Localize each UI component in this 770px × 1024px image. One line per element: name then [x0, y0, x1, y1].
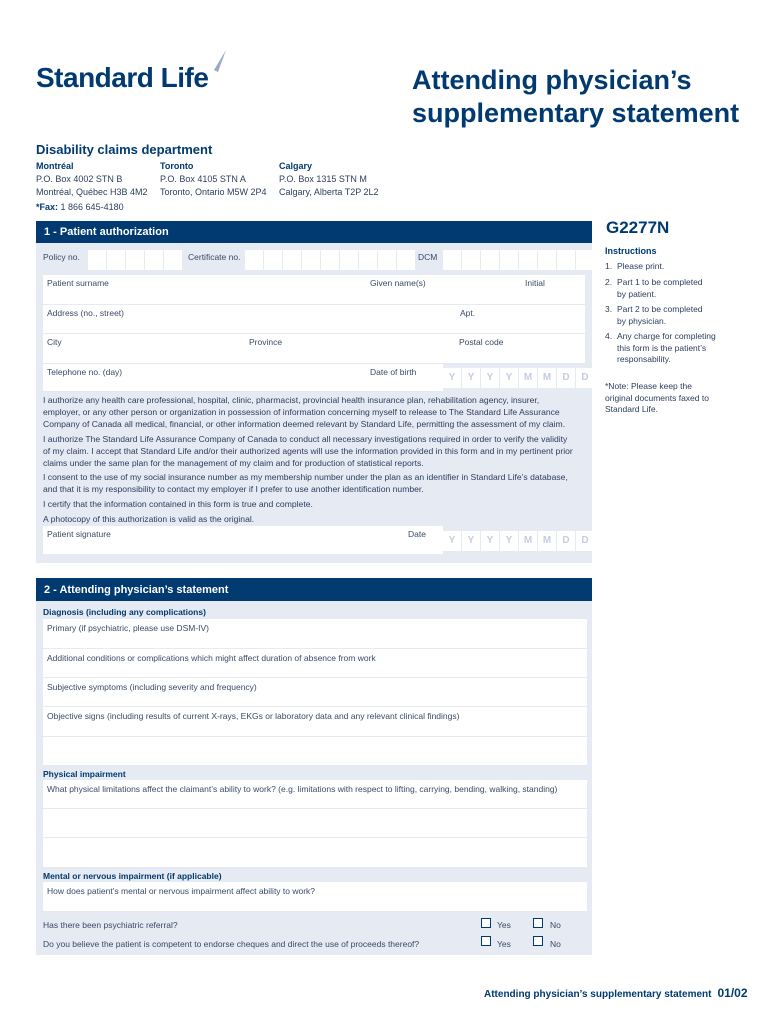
fax-number: 1 866 645-4180 — [60, 202, 124, 212]
office-montreal — [36, 160, 148, 199]
diagnosis-heading: Diagnosis (including any complications) — [43, 607, 206, 617]
competency-question: Do you believe the patient is competent to endorse cheques and direct the use of proceeds thereof? — [43, 939, 420, 949]
subjective-symptoms-label: Subjective symptoms (including severity and frequency) — [47, 682, 257, 692]
signature-date-label: Date — [408, 529, 426, 539]
city-field[interactable] — [43, 334, 585, 363]
address-label: Address (no., street) — [47, 308, 125, 318]
dcm-label: DCM — [418, 252, 438, 262]
authorization-paragraph-4: I certify that the information contained in this form is true and complete. — [43, 499, 313, 509]
date-digit: M — [519, 531, 537, 551]
physical-limitations-field[interactable] — [43, 780, 587, 808]
authorization-paragraph-3: I consent to the use of my social insurance number as my membership number under the plan as an identifier in Standard Life’s database, and that it is my responsibility to contact my employer if I prefer to use another identification number. — [43, 472, 568, 494]
office-city: Calgary — [279, 161, 313, 171]
primary-diagnosis-label: Primary (if psychiatric, please use DSM-IV) — [47, 623, 210, 633]
instruction-text: Any charge for completing this form is the patient’s responsability. — [617, 331, 716, 364]
policy-no-input[interactable] — [88, 250, 183, 270]
date-of-birth-input[interactable] — [443, 368, 595, 388]
certificate-no-label: Certificate no. — [188, 252, 241, 262]
office-address-line2: Calgary, Alberta T2P 2L2 — [279, 187, 379, 197]
fax-line — [36, 202, 124, 212]
date-digit: Y — [462, 531, 480, 551]
instruction-item — [605, 261, 735, 273]
title-line-2: supplementary statement — [412, 98, 740, 128]
authorization-paragraph-5: A photocopy of this authorization is valid as the original. — [43, 514, 255, 524]
competent-yes-label: Yes — [497, 939, 511, 949]
certificate-no-input[interactable] — [245, 250, 416, 270]
mental-impairment-heading: Mental or nervous impairment (if applicable) — [43, 871, 222, 881]
referral-yes-checkbox[interactable] — [481, 918, 491, 928]
physical-limitations-label: What physical limitations affect the claimant’s ability to work? (e.g. limitations with respect to lifting, carrying, bending, walking, standing) — [47, 784, 558, 794]
signature-date-input[interactable] — [443, 531, 595, 551]
competent-no-checkbox[interactable] — [533, 936, 543, 946]
office-calgary — [279, 160, 379, 199]
instruction-item — [605, 304, 735, 327]
patient-signature-field[interactable] — [43, 526, 443, 554]
date-digit: Y — [443, 531, 461, 551]
authorization-paragraph-2: I authorize The Standard Life Assurance Company of Canada to conduct all necessary investigations required in order to verify the validity of my claim. I accept that Standard Life and/or their authorized agents will use the information provided in this form and in my pertinent prior claims under the same plan for the management of my claim and for production of statistical reports. — [43, 434, 573, 468]
instruction-number: 2. — [605, 277, 613, 287]
date-digit: M — [519, 368, 537, 388]
date-of-birth-label: Date of birth — [370, 367, 417, 377]
office-address-line1: P.O. Box 4002 STN B — [36, 174, 123, 184]
psychiatric-referral-question: Has there been psychiatric referral? — [43, 920, 178, 930]
office-address-line2: Toronto, Ontario M5W 2P4 — [160, 187, 267, 197]
page-number: 01/02 — [717, 986, 748, 1000]
office-address-line2: Montréal, Québec H3B 4M2 — [36, 187, 148, 197]
telephone-label: Telephone no. (day) — [47, 367, 123, 377]
department-heading: Disability claims department — [36, 142, 213, 157]
logo-swoosh-icon — [200, 48, 230, 88]
date-digit: Y — [443, 368, 461, 388]
office-city: Montréal — [36, 161, 74, 171]
date-digit: D — [576, 368, 594, 388]
date-digit: M — [538, 368, 556, 388]
page-footer — [484, 986, 748, 1000]
footer-title: Attending physician’s supplementary statement — [484, 989, 712, 1000]
policy-no-label: Policy no. — [43, 252, 80, 262]
date-digit: D — [576, 531, 594, 551]
given-names-label: Given name(s) — [370, 278, 426, 288]
objective-signs-field[interactable] — [43, 707, 587, 736]
mental-impairment-field[interactable] — [43, 882, 587, 911]
patient-signature-label: Patient signature — [47, 529, 111, 539]
office-toronto — [160, 160, 267, 199]
date-digit: Y — [462, 368, 480, 388]
referral-no-checkbox[interactable] — [533, 918, 543, 928]
referral-yes-label: Yes — [497, 920, 511, 930]
instruction-number: 3. — [605, 304, 613, 314]
province-label: Province — [249, 337, 283, 347]
apt-label: Apt. — [460, 308, 476, 318]
standard-life-logo: Standard Life — [36, 62, 209, 93]
address-field[interactable] — [43, 305, 585, 333]
section-1-header: 1 - Patient authorization — [36, 221, 592, 243]
primary-diagnosis-field[interactable] — [43, 619, 587, 648]
referral-no-label: No — [550, 920, 561, 930]
physical-limitations-line-2[interactable] — [43, 809, 587, 837]
instruction-text: Part 1 to be completed by patient. — [617, 277, 703, 299]
date-digit: Y — [500, 368, 518, 388]
additional-conditions-field[interactable] — [43, 649, 587, 677]
date-digit: Y — [481, 368, 499, 388]
additional-conditions-label: Additional conditions or complications which might affect duration of absence from work — [47, 653, 376, 663]
objective-signs-continued-field[interactable] — [43, 737, 587, 765]
instructions-note: *Note: Please keep the original documents faxed to Standard Life. — [605, 381, 709, 414]
instructions-heading: Instructions — [605, 246, 657, 256]
form-code: G2277N — [606, 218, 670, 237]
telephone-field[interactable] — [43, 364, 443, 391]
office-city: Toronto — [160, 161, 194, 171]
office-address-line1: P.O. Box 1315 STN M — [279, 174, 367, 184]
objective-signs-label: Objective signs (including results of current X-rays, EKGs or laboratory data and any relevant clinical findings) — [47, 711, 460, 721]
instruction-number: 1. — [605, 261, 613, 271]
competent-yes-checkbox[interactable] — [481, 936, 491, 946]
patient-surname-label: Patient surname — [47, 278, 109, 288]
date-digit: M — [538, 531, 556, 551]
physical-limitations-line-3[interactable] — [43, 838, 587, 867]
initial-label: Initial — [525, 278, 545, 288]
instruction-item — [605, 331, 735, 366]
section-2-header: 2 - Attending physician’s statement — [36, 578, 592, 601]
date-digit: Y — [481, 531, 499, 551]
mental-impairment-label: How does patient’s mental or nervous impairment affect ability to work? — [47, 886, 316, 896]
instruction-text: Please print. — [617, 261, 665, 271]
postal-code-label: Postal code — [459, 337, 504, 347]
instruction-number: 4. — [605, 331, 613, 341]
physical-impairment-heading: Physical impairment — [43, 769, 126, 779]
date-digit: Y — [500, 531, 518, 551]
instruction-text: Part 2 to be completed by physician. — [617, 304, 703, 326]
fax-label: *Fax: — [36, 202, 59, 212]
date-digit: D — [557, 368, 575, 388]
patient-surname-field[interactable] — [43, 275, 585, 304]
city-label: City — [47, 337, 62, 347]
dcm-input[interactable] — [443, 250, 595, 270]
subjective-symptoms-field[interactable] — [43, 678, 587, 706]
competent-no-label: No — [550, 939, 561, 949]
date-digit: D — [557, 531, 575, 551]
authorization-paragraph-1: I authorize any health care professional, hospital, clinic, pharmacist, provincial health insurance plan, rehabilitation agency, insurer, employer, or any other person or organization in possession of information concerning myself to release to The Standard Life Assurance Company of Canada all medical, financial, or other information deemed relevant by Standard Life, permitting the assessment of my claim. — [43, 395, 566, 429]
instruction-item — [605, 277, 735, 300]
office-address-line1: P.O. Box 4105 STN A — [160, 174, 246, 184]
document-title — [412, 64, 762, 130]
title-line-1: Attending physician’s — [412, 65, 692, 95]
